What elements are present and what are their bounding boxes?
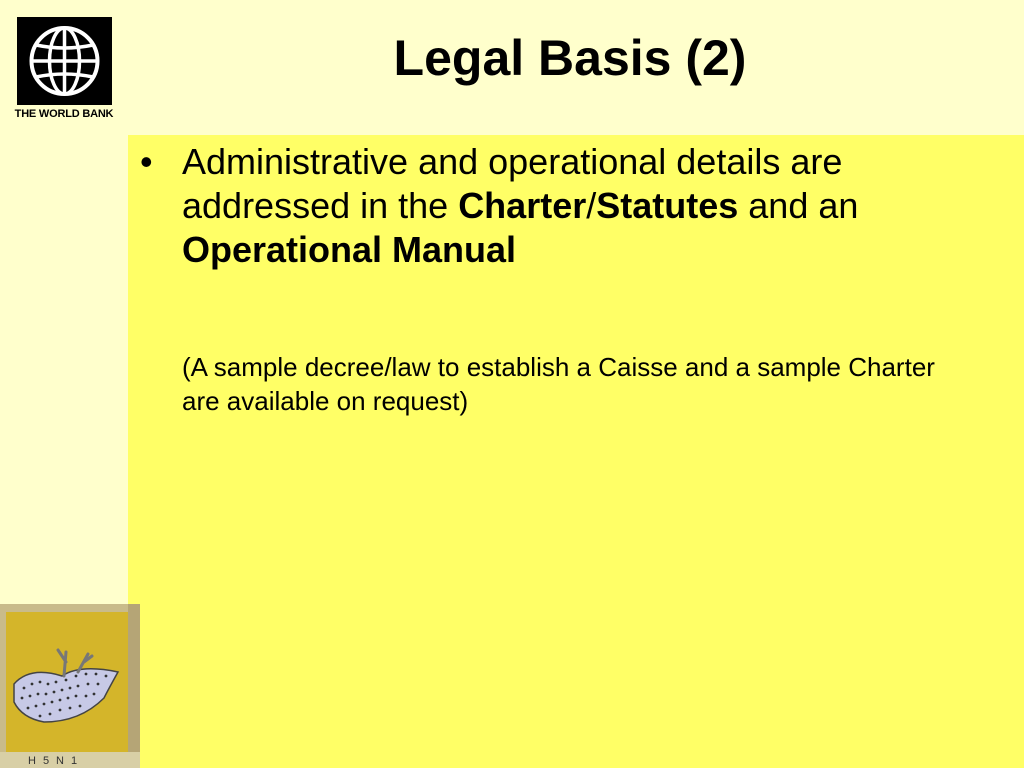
- logo-caption: THE WORLD BANK: [14, 108, 114, 120]
- bullet-bold-charter: Charter: [458, 185, 587, 226]
- bullet-text-part: and an: [738, 185, 859, 226]
- world-bank-globe-icon: [17, 17, 112, 105]
- bullet-separator: /: [586, 185, 597, 226]
- slide-title: Legal Basis (2): [393, 30, 747, 86]
- bird-artwork-icon: [0, 604, 140, 768]
- bullet-text: [182, 140, 982, 272]
- bullet-bold-statutes: Statutes: [596, 185, 739, 226]
- bullet-bold-manual: Operational Manual: [182, 229, 517, 270]
- sample-note: (A sample decree/law to establish a Caisse and a sample Charter are available on request): [182, 352, 935, 416]
- artwork-label: H5N1: [28, 755, 85, 767]
- bullet-dot-icon: •: [140, 141, 153, 182]
- bullet-text-part: Administrative and operational details are addressed in the: [182, 141, 843, 226]
